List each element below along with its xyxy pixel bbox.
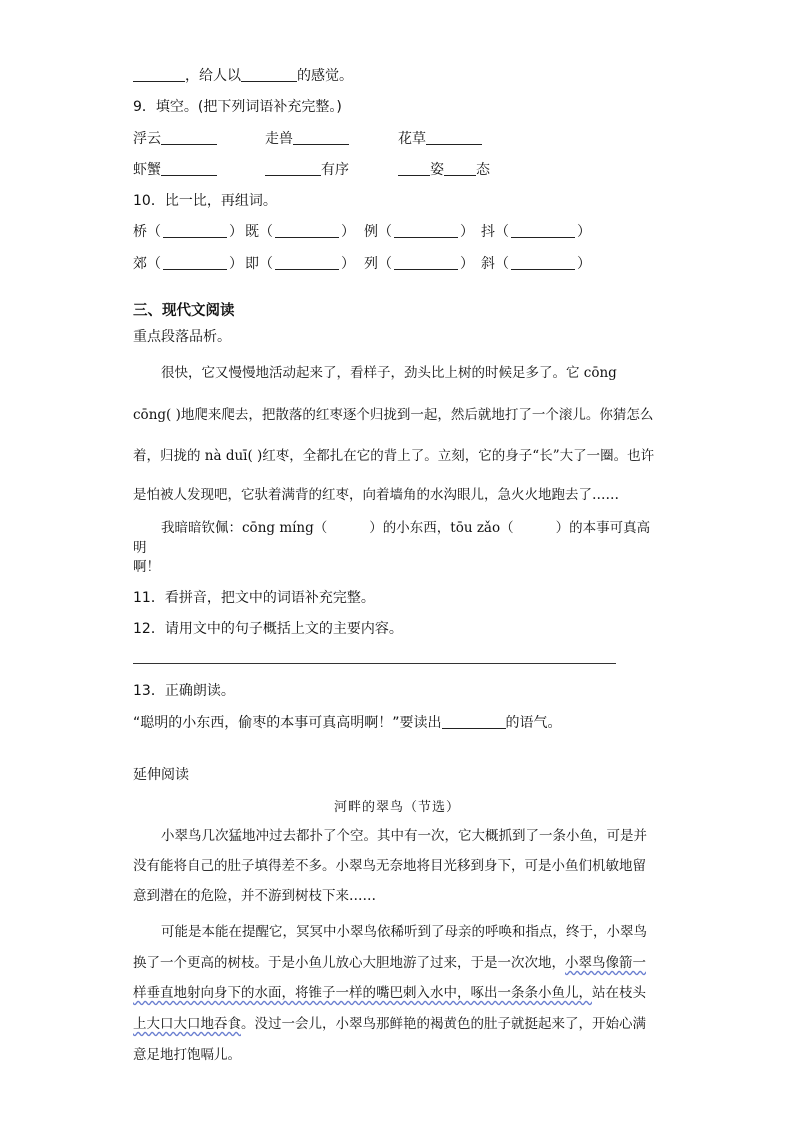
- answer-blank[interactable]: [394, 255, 458, 270]
- paren: ）: [341, 224, 355, 240]
- word-suffix: 态: [476, 162, 490, 178]
- char: 例: [364, 224, 378, 240]
- text: 换了一个更高的树枝。于是小鱼儿放心大胆地游了过来，于是一次次地，: [133, 955, 565, 971]
- paren: （: [378, 256, 392, 272]
- passage-line: 着，归拢的 nà duī( )红枣，全都扎在它的背上了。立刻，它的身子“长”大了一圈。也许: [133, 448, 655, 464]
- q12-title: 12．请用文中的句子概括上文的主要内容。: [133, 621, 403, 637]
- answer-blank[interactable]: [161, 161, 217, 176]
- text: 我暗暗钦佩：cōng míng（: [161, 520, 328, 536]
- text: 的感觉。: [297, 68, 353, 84]
- word-prefix: 走兽: [265, 131, 293, 147]
- q10-title: 10．比一比，再组词。: [133, 193, 277, 209]
- paren: ）: [460, 224, 474, 240]
- paren: （: [259, 256, 273, 272]
- char: 斜: [481, 256, 495, 272]
- answer-blank[interactable]: [275, 255, 339, 270]
- answer-blank[interactable]: [444, 161, 476, 176]
- answer-blank[interactable]: [163, 223, 227, 238]
- q13-text: [133, 713, 562, 733]
- paren: （: [378, 224, 392, 240]
- word-prefix: 虾蟹: [133, 162, 161, 178]
- article-line: 意到潜在的危险，并不游到树枝下来……: [133, 888, 376, 904]
- fill-line-top: [133, 66, 353, 86]
- text: 。没过一会儿，小翠鸟那鲜艳的褐黄色的肚子就挺起来了，开始心满: [241, 1016, 646, 1032]
- char: 既: [245, 224, 259, 240]
- answer-blank[interactable]: [293, 130, 349, 145]
- extension-heading: 延伸阅读: [133, 767, 189, 783]
- paren: ）: [460, 256, 474, 272]
- word-prefix: 花草: [398, 131, 426, 147]
- paren: （: [147, 224, 161, 240]
- article-line: 意足地打饱嗝儿。: [133, 1047, 241, 1063]
- char: 即: [245, 256, 259, 272]
- q13-title: 13．正确朗读。: [133, 683, 235, 699]
- text: ）的本事可真高明: [133, 520, 651, 556]
- passage-line: 很快，它又慢慢地活动起来了，看样子，劲头比上树的时候足多了。它 cōng: [161, 365, 617, 381]
- passage-line: cōng( )地爬来爬去，把散落的红枣逐个归拢到一起，然后就地打了一个滚儿。你猜怎么: [133, 407, 654, 423]
- text: 站在枝头: [592, 985, 646, 1001]
- article-line: [133, 983, 663, 1003]
- q11-title: 11．看拼音，把文中的词语补充完整。: [133, 590, 375, 606]
- answer-blank[interactable]: [442, 714, 506, 729]
- text: 的语气。: [505, 715, 562, 731]
- paren: ）: [229, 256, 243, 272]
- paren: ）: [229, 224, 243, 240]
- char: 桥: [133, 224, 147, 240]
- q9-title: 9．填空。(把下列词语补充完整。): [133, 99, 342, 115]
- paren: ）: [577, 256, 591, 272]
- paren: ）: [341, 256, 355, 272]
- word-mid: 姿: [430, 162, 444, 178]
- paren: （: [259, 224, 273, 240]
- passage-line: [133, 518, 663, 558]
- article-line: 没有能将自己的肚子填得差不多。小翠鸟无奈地将目光移到身下，可是小鱼们机敏地留: [133, 858, 646, 874]
- answer-blank[interactable]: [511, 255, 575, 270]
- answer-blank[interactable]: [133, 67, 185, 82]
- answer-blank[interactable]: [163, 255, 227, 270]
- paren: ）: [577, 224, 591, 240]
- word-suffix: 有序: [321, 162, 349, 178]
- answer-line[interactable]: [133, 663, 616, 664]
- section-subheading: 重点段落品析。: [133, 329, 231, 345]
- article-line: [133, 953, 663, 973]
- char: 列: [364, 256, 378, 272]
- answer-blank[interactable]: [161, 130, 217, 145]
- answer-blank[interactable]: [241, 67, 297, 82]
- passage-line: 是怕被人发现吧，它驮着满背的红枣，向着墙角的水沟眼儿，急火火地跑去了……: [133, 487, 619, 503]
- answer-blank[interactable]: [398, 161, 430, 176]
- article-line: [133, 1014, 663, 1034]
- char: 抖: [481, 224, 495, 240]
- char: 郊: [133, 256, 147, 272]
- paren: （: [495, 256, 509, 272]
- text: ，给人以: [185, 68, 241, 84]
- answer-blank[interactable]: [394, 223, 458, 238]
- section-heading: 三、现代文阅读: [133, 303, 235, 319]
- wavy-underlined-text: 小翠鸟像箭一: [565, 955, 646, 971]
- article-line: 小翠鸟几次猛地冲过去都扑了个空。其中有一次，它大概抓到了一条小鱼，可是并: [161, 828, 647, 844]
- paren: （: [495, 224, 509, 240]
- answer-blank[interactable]: [275, 223, 339, 238]
- paren: （: [147, 256, 161, 272]
- article-line: 可能是本能在提醒它，冥冥中小翠鸟依稀听到了母亲的呼唤和指点，终于，小翠鸟: [161, 924, 647, 940]
- wavy-underlined-text: 样垂直地射向身下的水面，将锥子一样的嘴巴刺入水中，啄出一条条小鱼儿，: [133, 985, 592, 1001]
- word-prefix: 浮云: [133, 131, 161, 147]
- wavy-underlined-text: 上大口大口地吞食: [133, 1016, 241, 1032]
- article-title: 河畔的翠鸟（节选）: [333, 800, 460, 815]
- answer-blank[interactable]: [265, 161, 321, 176]
- text: “聪明的小东西，偷枣的本事可真高明啊！”要读出: [133, 715, 442, 731]
- answer-blank[interactable]: [511, 223, 575, 238]
- answer-blank[interactable]: [426, 130, 482, 145]
- text: ）的小东西，tōu zǎo（: [369, 520, 514, 536]
- passage-line: 啊！: [133, 559, 160, 575]
